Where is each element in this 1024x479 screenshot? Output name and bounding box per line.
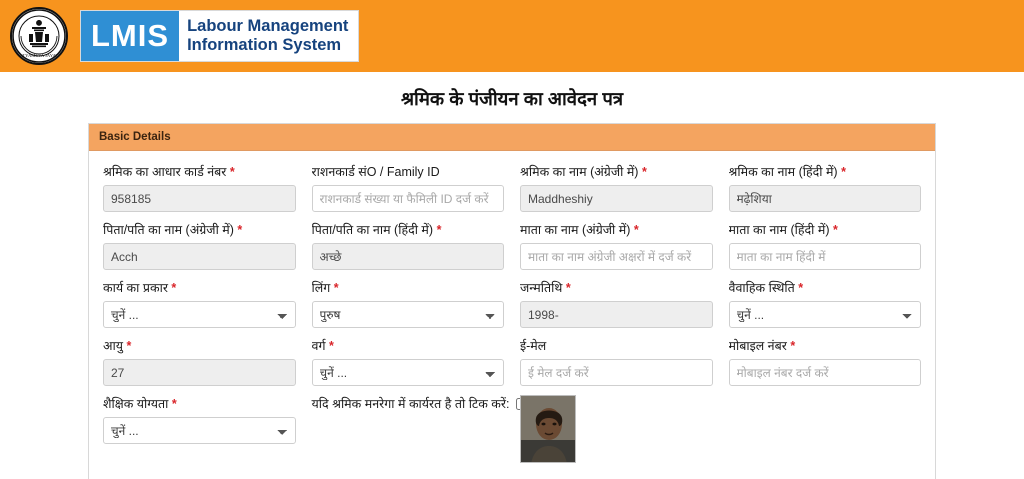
label-name-hi — [729, 163, 922, 180]
father-en-input[interactable] — [103, 243, 296, 270]
field-email — [520, 337, 713, 386]
lmis-logo-line2: Information System — [187, 36, 342, 54]
form-row — [103, 337, 921, 386]
dob-input[interactable] — [520, 301, 713, 328]
form-row — [103, 279, 921, 328]
required-marker: * — [833, 223, 838, 237]
field-gender — [312, 279, 505, 328]
label-father-hi-text: पिता/पति का नाम (हिंदी में) — [311, 223, 434, 237]
field-marital-status — [729, 279, 922, 328]
label-qualification — [103, 395, 296, 412]
field-category — [312, 337, 505, 386]
required-marker: * — [633, 223, 639, 237]
label-category-text: वर्ग — [311, 339, 326, 353]
label-gender — [312, 279, 505, 296]
field-dob — [520, 279, 713, 328]
mobile-input[interactable] — [729, 359, 922, 386]
field-name-hi — [729, 163, 922, 212]
label-aadhaar — [103, 163, 296, 180]
aadhaar-input[interactable] — [103, 185, 296, 212]
father-hi-input[interactable] — [312, 243, 505, 270]
panel-title: Basic Details — [89, 124, 935, 151]
required-marker: * — [237, 223, 243, 237]
age-input[interactable] — [103, 359, 296, 386]
label-marital-status-text: वैवाहिक स्थिति — [728, 281, 795, 295]
mgnrega-label: यदि श्रमिक मनरेगा में कार्यरत है तो टिक करें: — [311, 397, 510, 411]
work-type-select[interactable] — [103, 301, 296, 328]
mother-en-input[interactable] — [520, 243, 713, 270]
ration-input[interactable] — [312, 185, 505, 212]
label-aadhaar-text: श्रमिक का आधार कार्ड नंबर — [103, 165, 227, 179]
label-name-en — [520, 163, 713, 180]
email-input[interactable] — [520, 359, 713, 386]
label-father-en-text: पिता/पति का नाम (अंग्रेजी में) — [103, 223, 234, 237]
required-marker: * — [798, 281, 804, 295]
label-mother-hi — [729, 221, 922, 238]
lmis-logo-line1: Labour Management — [187, 17, 349, 35]
label-ration: राशनकार्ड संO / Family ID — [311, 165, 440, 179]
field-aadhaar — [103, 163, 296, 212]
label-mobile-text: मोबाइल नंबर — [728, 339, 787, 353]
label-mother-hi-text: माता का नाम (हिंदी में) — [728, 223, 830, 237]
panel-body — [89, 151, 935, 479]
required-marker: * — [126, 339, 132, 353]
required-marker: * — [790, 339, 796, 353]
field-mgnrega — [311, 395, 510, 463]
label-age-text: आयु — [103, 339, 124, 353]
label-mother-en-text: माता का नाम (अंग्रेजी में) — [520, 223, 631, 237]
field-ration — [312, 163, 505, 212]
required-marker: * — [641, 165, 647, 179]
field-age — [103, 337, 296, 386]
required-marker: * — [171, 397, 177, 411]
gender-select[interactable] — [312, 301, 505, 328]
field-name-en — [520, 163, 713, 212]
field-work-type — [103, 279, 296, 328]
label-work-type-text: कार्य का प्रकार — [103, 281, 168, 295]
form-row — [103, 163, 921, 212]
field-father-en — [103, 221, 296, 270]
label-mother-en — [520, 221, 713, 238]
label-age — [103, 337, 296, 354]
label-gender-text: लिंग — [311, 281, 331, 295]
label-work-type — [103, 279, 296, 296]
name-en-input[interactable] — [520, 185, 713, 212]
form-row — [103, 395, 921, 463]
required-marker: * — [171, 281, 177, 295]
label-email: ई-मेल — [520, 339, 547, 353]
field-photo — [520, 395, 713, 463]
category-select[interactable] — [312, 359, 505, 386]
required-marker: * — [229, 165, 235, 179]
label-category — [312, 337, 505, 354]
field-mobile — [729, 337, 922, 386]
required-marker: * — [333, 281, 339, 295]
form-row — [103, 221, 921, 270]
government-emblem-icon — [10, 7, 68, 65]
label-dob-text: जन्मतिथि — [520, 281, 563, 295]
label-name-en-text: श्रमिक का नाम (अंग्रेजी में) — [520, 165, 639, 179]
field-mother-hi — [729, 221, 922, 270]
app-header — [0, 0, 1024, 72]
field-mother-en — [520, 221, 713, 270]
page-title: श्रमिक के पंजीयन का आवेदन पत्र — [400, 88, 624, 109]
applicant-photo — [520, 395, 576, 463]
basic-details-panel — [88, 123, 936, 479]
lmis-logo-text — [179, 11, 358, 61]
lmis-logo — [80, 10, 359, 62]
field-father-hi — [312, 221, 505, 270]
required-marker: * — [328, 339, 334, 353]
label-dob — [520, 279, 713, 296]
mother-hi-input[interactable] — [729, 243, 922, 270]
lmis-logo-abbr: LMIS — [81, 11, 179, 61]
svg-text:SATYAMEVA JAYATE: SATYAMEVA JAYATE — [16, 53, 62, 58]
required-marker: * — [565, 281, 571, 295]
required-marker: * — [436, 223, 442, 237]
marital-status-select[interactable] — [729, 301, 922, 328]
label-marital-status — [729, 279, 922, 296]
field-qualification — [103, 395, 296, 463]
mgnrega-checkbox-row[interactable] — [311, 395, 510, 412]
name-hi-input[interactable] — [729, 185, 922, 212]
label-father-hi — [312, 221, 505, 238]
label-name-hi-text: श्रमिक का नाम (हिंदी में) — [728, 165, 838, 179]
label-qualification-text: शैक्षिक योग्यता — [103, 397, 169, 411]
label-mobile — [729, 337, 922, 354]
required-marker: * — [841, 165, 846, 179]
label-father-en — [103, 221, 296, 238]
qualification-select[interactable] — [103, 417, 296, 444]
